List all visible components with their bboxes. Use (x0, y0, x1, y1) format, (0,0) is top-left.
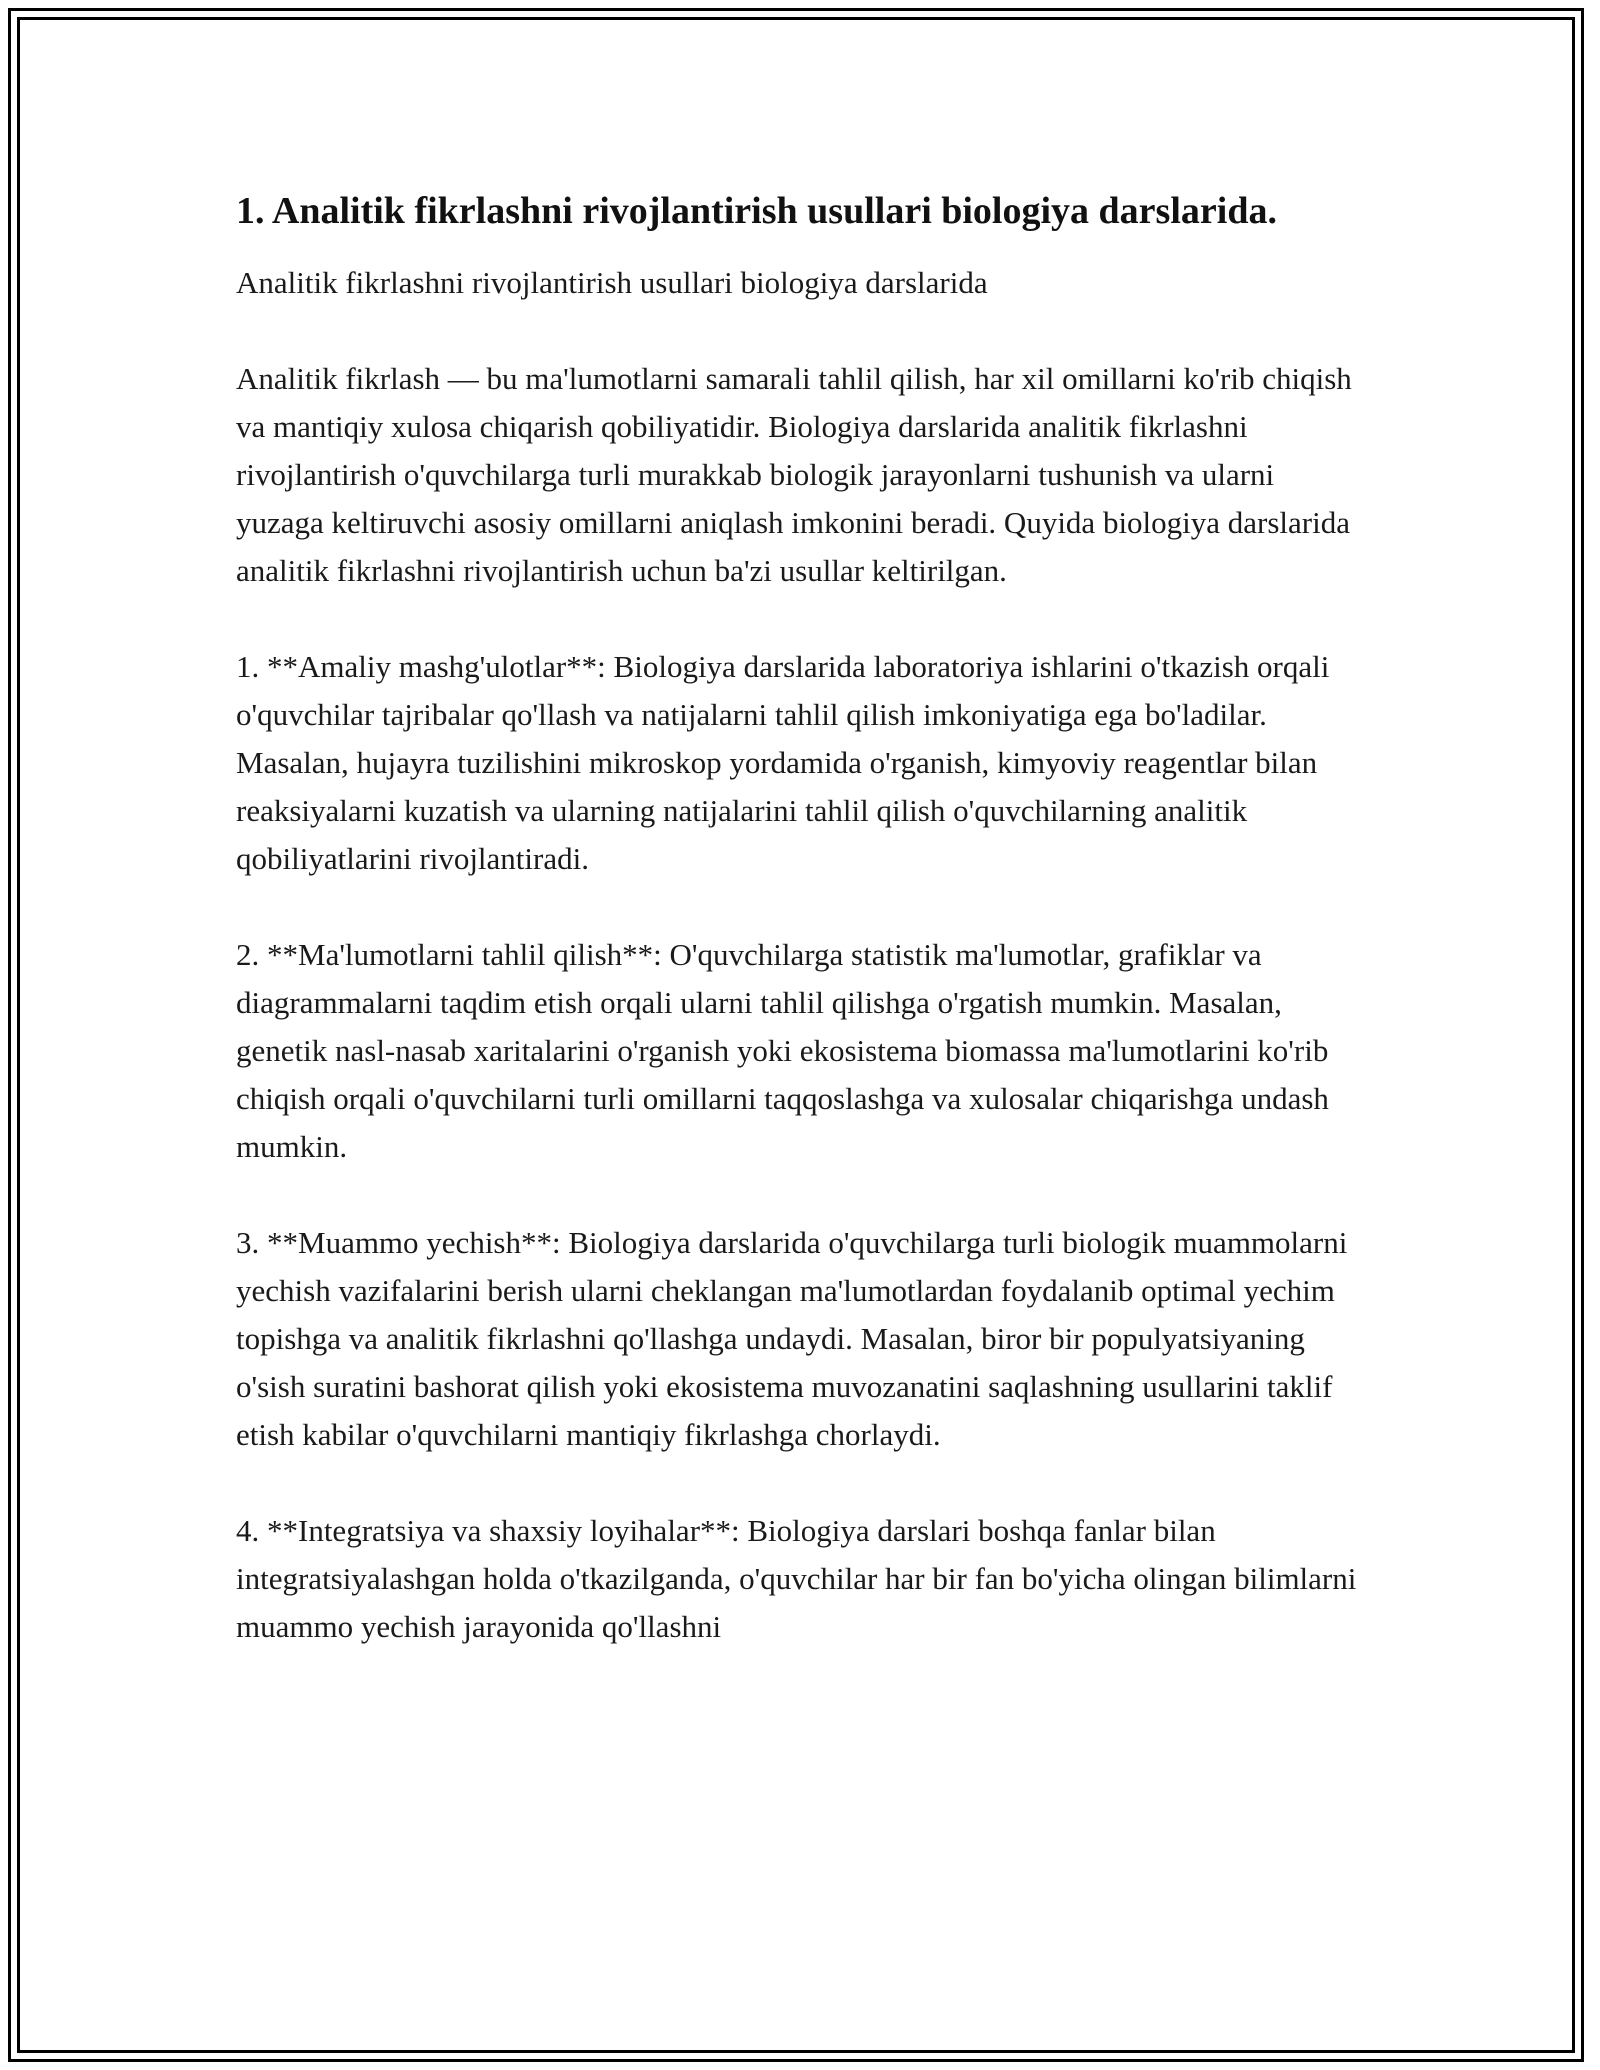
paragraph-item-3: 3. **Muammo yechish**: Biologiya darslarida o'quvchilarga turli biologik muammolarni yechish vazifalarini berish ularni cheklangan ma'lumotlardan foydalanib optimal yechim topishga va analitik fikrlashni qo'llashga undaydi. Masalan, biror bir populyatsiyaning o'sish suratini bashorat qilish yoki ekosistema muvozanatini saqlashning usullarini taklif etish kabilar o'quvchilarni mantiqiy fikrlashga chorlaydi. (236, 1225, 1348, 1452)
paragraph-item-1: 1. **Amaliy mashg'ulotlar**: Biologiya darslarida laboratoriya ishlarini o'tkazish orqali o'quvchilar tajribalar qo'llash va natijalarni tahlil qilish imkoniyatiga ega bo'ladilar. Masalan, hujayra tuzilishini mikroskop yordamida o'rganish, kimyoviy reagentlar bilan reaksiyalarni kuzatish va ularning natijalarini tahlil qilish o'quvchilarning analitik qobiliyatlarini rivojlantiradi. (236, 649, 1330, 876)
paragraph-item-4: 4. **Integratsiya va shaxsiy loyihalar**: Biologiya darslari boshqa fanlar bilan integratsiyalashgan holda o'tkazilganda, o'quvchilar har bir fan bo'yicha olingan bilimlarni muammo yechish jarayonida qo'llashni (236, 1513, 1357, 1644)
paragraph-intro: Analitik fikrlash — bu ma'lumotlarni samarali tahlil qilish, har xil omillarni ko'rib chiqish va mantiqiy xulosa chiqarish qobiliyatidir. Biologiya darslarida analitik fikrlashni rivojlantirish o'quvchilarga turli murakkab biologik jarayonlarni tushunish va ularni yuzaga keltiruvchi asosiy omillarni aniqlash imkonini beradi. Quyida biologiya darslarida analitik fikrlashni rivojlantirish uchun ba'zi usullar keltirilgan. (236, 361, 1352, 588)
document-heading: 1. Analitik fikrlashni rivojlantirish usullari biologiya darslarida. (236, 190, 1277, 232)
document-body (236, 185, 1366, 1699)
document-subtitle: Analitik fikrlashni rivojlantirish usullari biologiya darslarida (236, 265, 988, 300)
paragraph-item-2: 2. **Ma'lumotlarni tahlil qilish**: O'quvchilarga statistik ma'lumotlar, grafiklar va diagrammalarni taqdim etish orqali ularni tahlil qilishga o'rgatish mumkin. Masalan, genetik nasl-nasab xaritalarini o'rganish yoki ekosistema biomassa ma'lumotlarini ko'rib chiqish orqali o'quvchilarni turli omillarni taqqoslashga va xulosalar chiqarishga undash mumkin. (236, 937, 1329, 1164)
